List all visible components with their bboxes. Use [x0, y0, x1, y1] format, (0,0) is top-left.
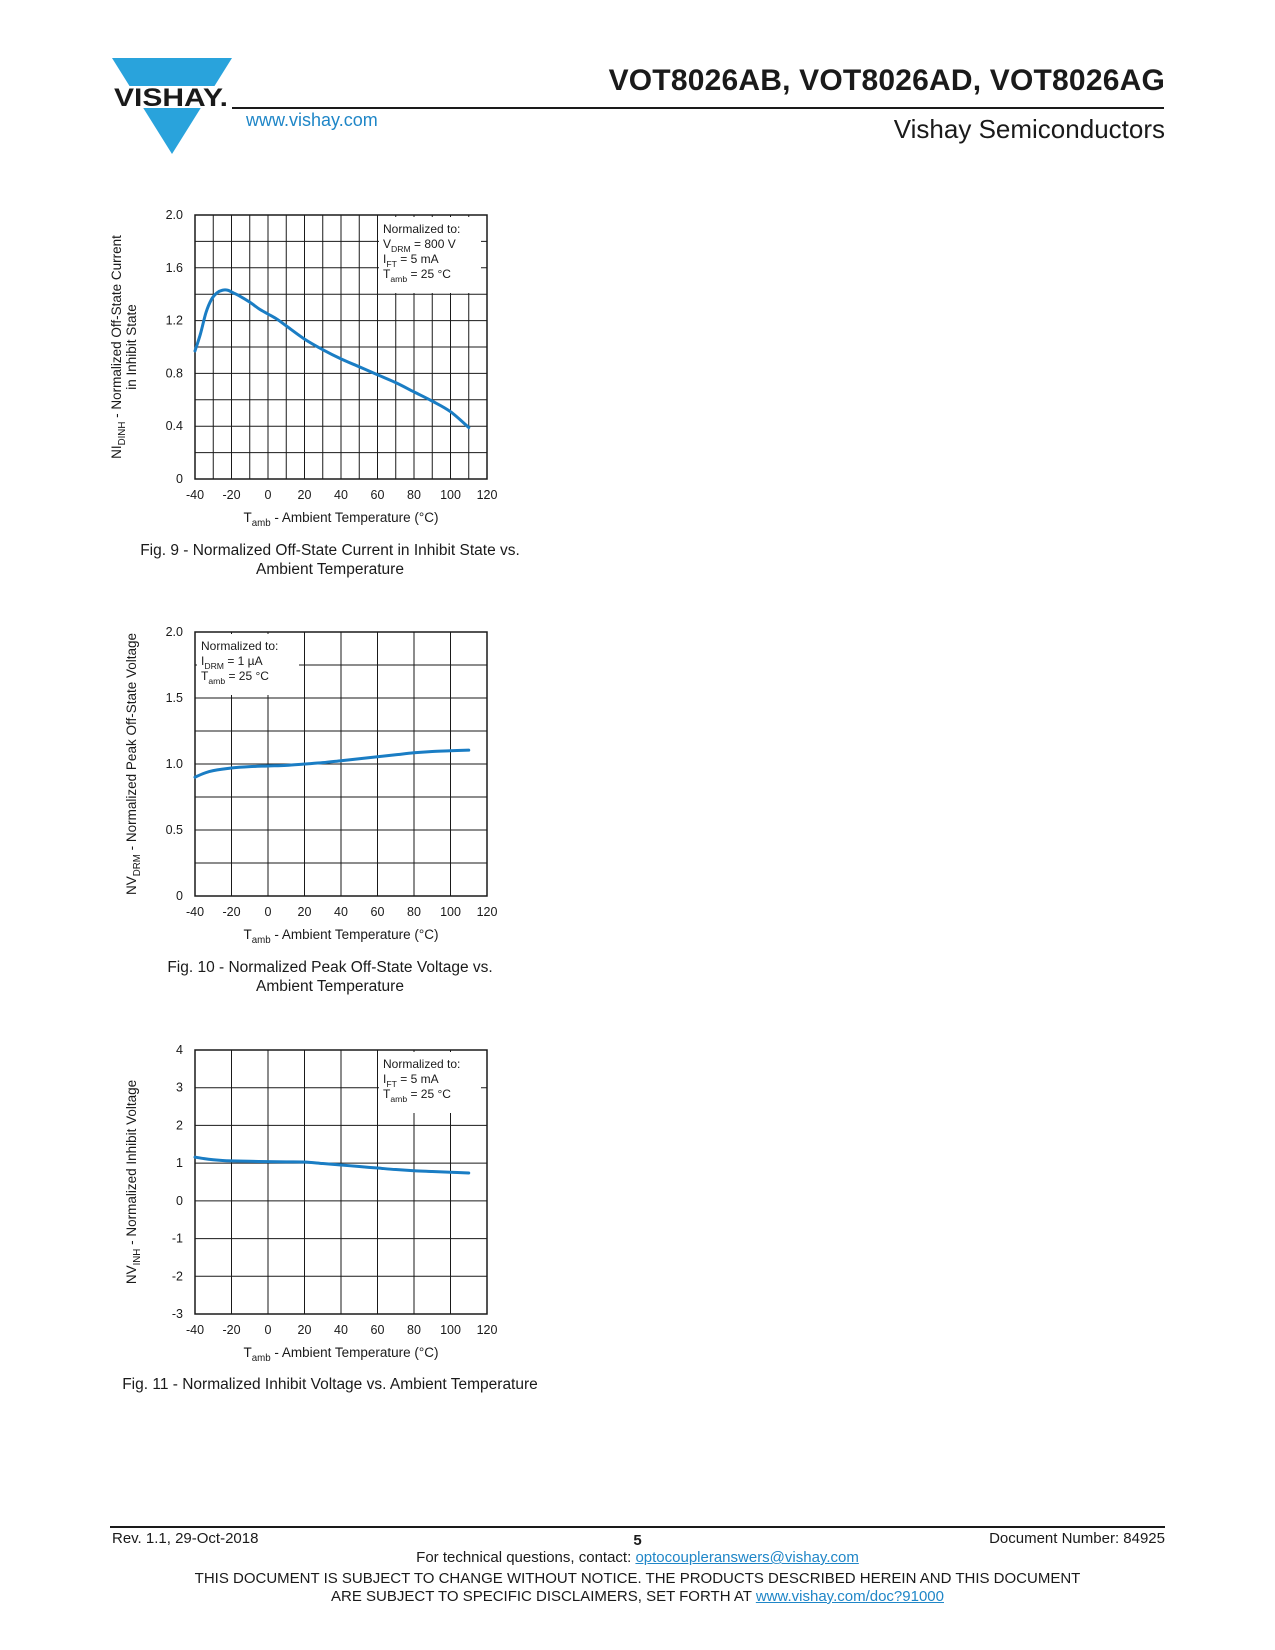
y-tick-label: 4 [176, 1043, 183, 1057]
x-tick-label: -20 [222, 1323, 241, 1337]
fig11-caption-line1: Fig. 11 - Normalized Inhibit Voltage vs. Ambient Temperature [122, 1376, 538, 1393]
annotation-line-rest: = 25 °C [407, 267, 451, 281]
fig10-chart [100, 622, 560, 946]
fig9-chart [100, 205, 560, 529]
x-tick-label: 40 [334, 905, 348, 919]
x-tick-label: 80 [407, 905, 421, 919]
x-tick-label: -40 [185, 905, 205, 919]
y-tick-label: -3 [171, 1307, 183, 1321]
y-axis-label-line2: in Inhibit State [124, 304, 139, 390]
document-title: VOT8026AB, VOT8026AD, VOT8026AG [608, 64, 1165, 97]
y-axis-label-sub: DRM [132, 854, 143, 877]
annotation-line-main: I [383, 1072, 387, 1086]
annotation-line-main: V [383, 237, 392, 251]
x-tick-label: -40 [185, 488, 205, 502]
x-tick-label: 80 [407, 488, 421, 502]
x-tick-label: 80 [407, 1323, 421, 1337]
x-tick-label: 120 [476, 1323, 498, 1337]
y-tick-label: 1.6 [165, 260, 183, 275]
revision-date: Rev. 1.1, 29-Oct-2018 [112, 1530, 259, 1547]
y-axis-label-rest: - Normalized Inhibit Voltage [124, 1079, 139, 1249]
annotation-line-sub: amb [390, 274, 408, 284]
disclaimer-line2-text: ARE SUBJECT TO SPECIFIC DISCLAIMERS, SET FORTH AT [331, 1588, 756, 1605]
fig9-caption-line1: Fig. 9 - Normalized Off-State Current in Inhibit State vs. [140, 542, 520, 559]
annotation-line-sub: DRM [391, 244, 411, 254]
x-tick-label: 20 [297, 905, 312, 919]
y-axis-label-rest: - Normalized Peak Off-State Voltage [124, 632, 139, 855]
x-axis-label-main: T [243, 1345, 252, 1360]
annotation-line-rest: = 5 mA [396, 1072, 439, 1086]
x-tick-label: 0 [264, 1323, 272, 1337]
footer-rule [110, 1526, 1165, 1528]
annotation-line-main: T [201, 669, 209, 683]
annotation-line-rest: = 5 mA [396, 252, 439, 266]
x-tick-label: 60 [370, 1323, 385, 1337]
page-number: 5 [633, 1532, 642, 1549]
x-tick-label: 120 [476, 488, 498, 502]
y-tick-label: 0 [176, 472, 183, 486]
fig10-caption [100, 958, 560, 996]
contact-prefix: For technical questions, contact: [416, 1549, 636, 1566]
annotation-line-main: T [383, 1087, 391, 1101]
annotation-line-sub: amb [390, 1094, 408, 1104]
y-tick-label: 1.0 [165, 757, 183, 771]
annotation-line [383, 222, 460, 236]
document-number: Document Number: 84925 [989, 1530, 1165, 1547]
x-axis-label [243, 1345, 438, 1364]
y-axis-label-sub: DINH [117, 421, 128, 446]
y-tick-label: 1.2 [165, 313, 183, 328]
annotation-line-main: Normalized to: [383, 222, 461, 236]
website-link[interactable]: www.vishay.com [246, 110, 378, 130]
fig11-chart [100, 1040, 560, 1364]
disclaimer-line2 [0, 1588, 1275, 1606]
y-tick-label: 1 [176, 1156, 183, 1171]
x-tick-label: 40 [334, 488, 348, 502]
annotation-line-main: I [383, 252, 387, 266]
annotation-line [201, 639, 278, 653]
fig11-caption [100, 1375, 560, 1394]
fig9-caption [100, 541, 560, 579]
x-tick-label: 100 [440, 1323, 461, 1337]
x-tick-label: 60 [370, 905, 385, 919]
x-tick-label: 0 [264, 905, 272, 919]
x-axis-label-main: T [243, 510, 252, 525]
contact-email-link[interactable]: optocoupleranswers@vishay.com [635, 1549, 859, 1566]
annotation-line [383, 1057, 460, 1071]
fig10-caption-line1: Fig. 10 - Normalized Peak Off-State Voltage vs. [167, 959, 493, 976]
y-tick-label: -1 [171, 1231, 183, 1246]
contact-line [0, 1549, 1275, 1566]
annotation-line-main: Normalized to: [201, 639, 279, 653]
x-axis-label [243, 510, 438, 529]
x-axis-label-sub: amb [251, 935, 271, 946]
y-tick-label: 0 [176, 889, 183, 903]
x-tick-label: 20 [297, 488, 312, 502]
annotation-line-rest: = 25 °C [407, 1087, 451, 1101]
fig9-caption-line2: Ambient Temperature [256, 561, 404, 578]
annotation-line-sub: DRM [204, 661, 224, 671]
y-tick-label: 2.0 [165, 208, 183, 222]
annotation-line-sub: FT [386, 1079, 397, 1089]
vishay-logo [112, 58, 232, 158]
disclaimer-link[interactable]: www.vishay.com/doc?91000 [755, 1588, 944, 1605]
y-axis-label-main: NV [124, 876, 139, 896]
header-rule [232, 107, 1164, 109]
y-tick-label: 0.4 [165, 419, 183, 434]
annotation-line-main: Normalized to: [383, 1057, 461, 1071]
disclaimer [0, 1570, 1275, 1606]
y-tick-label: 0.8 [165, 366, 183, 381]
annotation-line-main: T [383, 267, 391, 281]
annotation-line-sub: FT [386, 259, 397, 269]
series-line [195, 1157, 469, 1173]
annotation-line-rest: = 1 µA [224, 654, 263, 668]
y-axis-label-rest: - Normalized Off-State Current [109, 235, 124, 422]
x-tick-label: -20 [222, 905, 241, 919]
x-axis-label [243, 927, 438, 946]
document-subtitle: Vishay Semiconductors [893, 114, 1165, 144]
x-axis-label-main: T [243, 927, 252, 942]
y-axis-label [124, 633, 143, 895]
x-axis-label-sub: amb [251, 518, 271, 529]
x-tick-label: 20 [297, 1323, 312, 1337]
annotation-line-main: I [201, 654, 205, 668]
x-tick-label: 100 [440, 905, 461, 919]
annotation-line-rest: = 25 °C [225, 669, 269, 683]
x-tick-label: -40 [185, 1323, 205, 1337]
x-axis-label-rest: - Ambient Temperature (°C) [270, 510, 439, 525]
series-line [195, 290, 469, 428]
y-axis-label-main: NI [109, 445, 124, 459]
x-tick-label: 60 [370, 488, 385, 502]
y-axis-label [124, 1080, 143, 1284]
x-axis-label-rest: - Ambient Temperature (°C) [270, 927, 439, 942]
x-tick-label: 100 [440, 488, 461, 502]
y-tick-label: -2 [171, 1269, 183, 1284]
y-tick-label: 0.5 [165, 823, 183, 837]
x-axis-label-sub: amb [251, 1353, 271, 1364]
x-tick-label: 0 [264, 488, 272, 502]
logo-text: VISHAY. [114, 84, 228, 112]
disclaimer-line1: THIS DOCUMENT IS SUBJECT TO CHANGE WITHOUT NOTICE. THE PRODUCTS DESCRIBED HEREIN AND THIS DOCUMENT [194, 1570, 1081, 1587]
x-tick-label: -20 [222, 488, 241, 502]
x-axis-label-rest: - Ambient Temperature (°C) [270, 1345, 439, 1360]
annotation-line-sub: amb [208, 676, 226, 686]
fig10-caption-line2: Ambient Temperature [256, 978, 404, 995]
y-tick-label: 0 [176, 1193, 183, 1208]
annotation-line-rest: = 800 V [410, 237, 456, 251]
y-tick-label: 1.5 [165, 691, 183, 705]
y-tick-label: 3 [176, 1080, 183, 1095]
y-axis-label-main: NV [124, 1265, 139, 1285]
x-tick-label: 120 [476, 905, 498, 919]
x-tick-label: 40 [334, 1323, 348, 1337]
y-tick-label: 2 [176, 1118, 183, 1133]
y-axis-label-sub: INH [132, 1248, 143, 1266]
y-tick-label: 2.0 [165, 625, 183, 639]
